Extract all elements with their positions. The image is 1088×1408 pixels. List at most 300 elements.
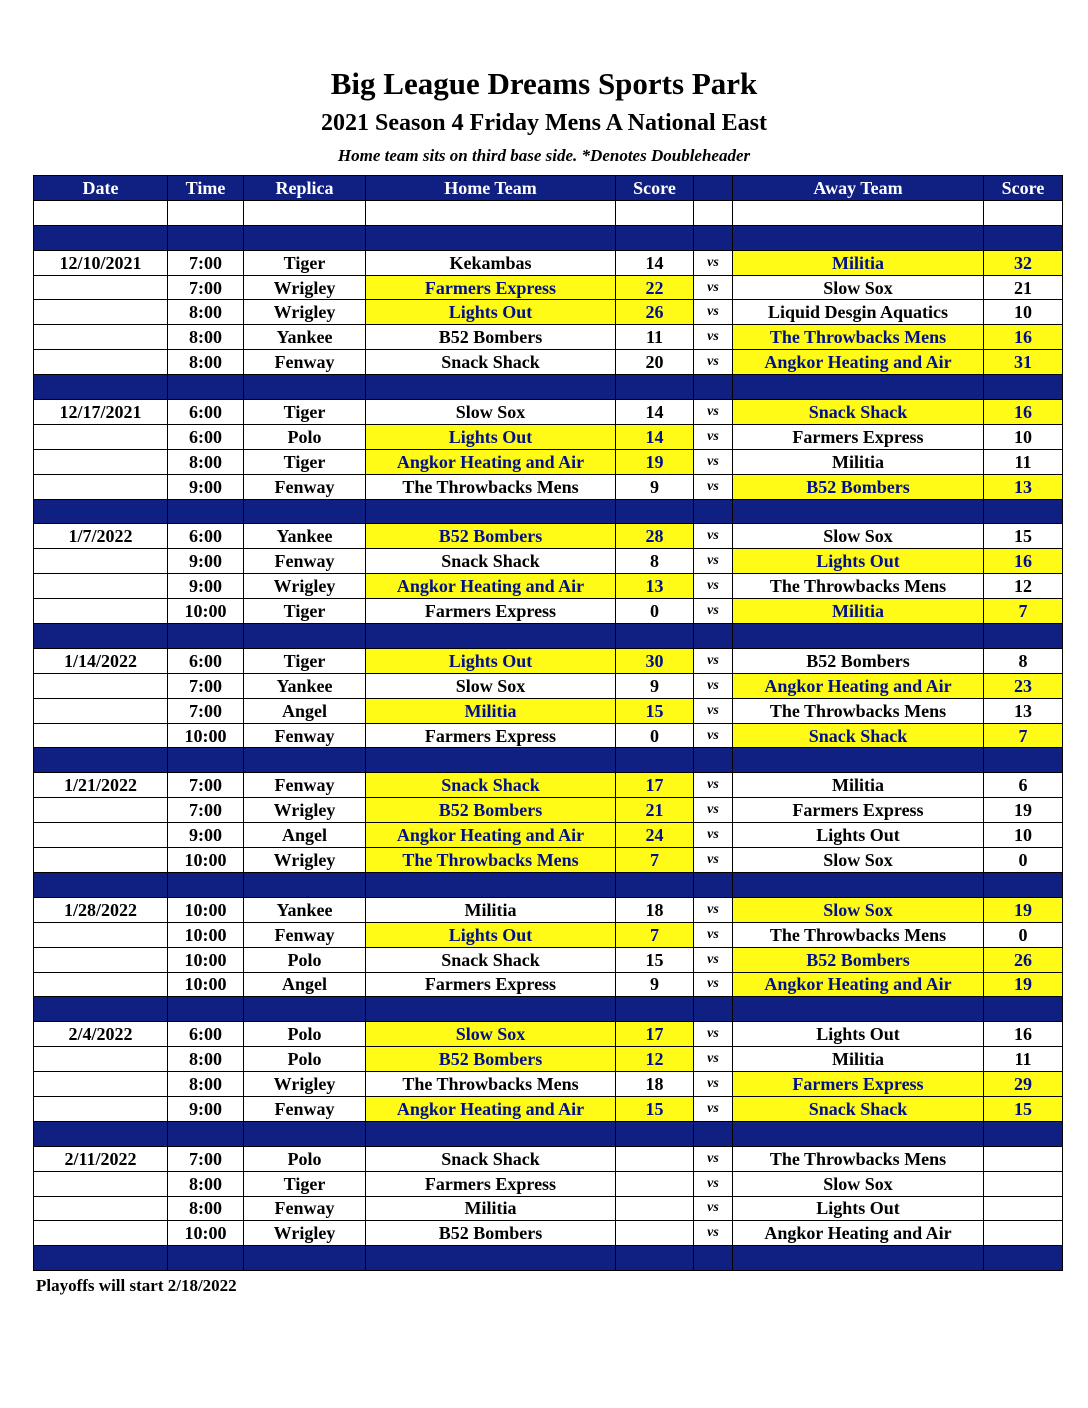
separator-row-cell <box>616 1246 694 1271</box>
time-cell: 10:00 <box>168 897 244 922</box>
away-team-cell: Slow Sox <box>733 1171 984 1196</box>
separator-row-cell <box>984 624 1063 649</box>
replica-cell: Angel <box>244 972 366 997</box>
home-score-cell: 18 <box>616 897 694 922</box>
separator-row-cell <box>694 375 733 400</box>
page-note: Home team sits on third base side. *Denotes Doubleheader <box>337 146 751 165</box>
separator-row-cell <box>733 748 984 773</box>
header-row <box>34 176 1063 201</box>
home-score-cell: 22 <box>616 275 694 300</box>
vs-cell: vs <box>694 1047 733 1072</box>
away-team-cell: The Throwbacks Mens <box>733 698 984 723</box>
vs-cell: vs <box>694 947 733 972</box>
separator-row-cell <box>366 997 616 1022</box>
replica-cell: Tiger <box>244 449 366 474</box>
home-score-cell: 26 <box>616 300 694 325</box>
date-cell: 2/4/2022 <box>34 1022 168 1047</box>
home-team-cell: B52 Bombers <box>366 798 616 823</box>
date-cell <box>34 798 168 823</box>
separator-row-cell <box>244 499 366 524</box>
replica-cell: Fenway <box>244 723 366 748</box>
date-cell <box>34 947 168 972</box>
time-cell: 10:00 <box>168 922 244 947</box>
date-cell <box>34 549 168 574</box>
replica-cell: Wrigley <box>244 574 366 599</box>
table-row <box>34 1047 1063 1072</box>
home-score-cell: 15 <box>616 698 694 723</box>
time-cell: 7:00 <box>168 1146 244 1171</box>
separator-row-cell <box>984 225 1063 250</box>
away-score-cell: 23 <box>984 673 1063 698</box>
away-team-cell: Farmers Express <box>733 1072 984 1097</box>
away-score-cell <box>984 1221 1063 1246</box>
blank-row-cell <box>366 200 616 225</box>
column-header-home-team: Home Team <box>366 176 616 201</box>
separator-row-cell <box>34 624 168 649</box>
home-score-cell: 14 <box>616 250 694 275</box>
separator-row-cell <box>984 1121 1063 1146</box>
time-cell: 8:00 <box>168 1072 244 1097</box>
home-team-cell: B52 Bombers <box>366 1047 616 1072</box>
home-team-cell: Angkor Heating and Air <box>366 1096 616 1121</box>
vs-cell: vs <box>694 1171 733 1196</box>
vs-cell: vs <box>694 424 733 449</box>
separator-row-cell <box>366 872 616 897</box>
time-cell: 7:00 <box>168 250 244 275</box>
away-score-cell <box>984 1196 1063 1221</box>
home-team-cell: Angkor Heating and Air <box>366 449 616 474</box>
vs-cell: vs <box>694 325 733 350</box>
replica-cell: Tiger <box>244 250 366 275</box>
date-cell <box>34 848 168 873</box>
separator-row-cell <box>694 225 733 250</box>
away-team-cell: Snack Shack <box>733 400 984 425</box>
home-team-cell: Slow Sox <box>366 673 616 698</box>
column-header-away-score: Score <box>984 176 1063 201</box>
date-cell <box>34 922 168 947</box>
separator-row-cell <box>616 997 694 1022</box>
table-row <box>34 599 1063 624</box>
replica-cell: Angel <box>244 698 366 723</box>
time-cell: 8:00 <box>168 350 244 375</box>
away-team-cell: Militia <box>733 599 984 624</box>
time-cell: 7:00 <box>168 798 244 823</box>
separator-row-cell <box>733 1121 984 1146</box>
table-row <box>34 848 1063 873</box>
column-header-date: Date <box>34 176 168 201</box>
home-score-cell: 28 <box>616 524 694 549</box>
time-cell: 10:00 <box>168 972 244 997</box>
table-row <box>34 897 1063 922</box>
time-cell: 8:00 <box>168 1171 244 1196</box>
table-row <box>34 1196 1063 1221</box>
table-row <box>34 798 1063 823</box>
separator-row-cell <box>694 997 733 1022</box>
table-row <box>34 773 1063 798</box>
vs-cell: vs <box>694 897 733 922</box>
replica-cell: Polo <box>244 1146 366 1171</box>
date-cell: 1/28/2022 <box>34 897 168 922</box>
away-score-cell: 26 <box>984 947 1063 972</box>
date-cell <box>34 574 168 599</box>
away-team-cell: Slow Sox <box>733 848 984 873</box>
away-team-cell: Lights Out <box>733 1196 984 1221</box>
home-team-cell: Snack Shack <box>366 773 616 798</box>
date-cell <box>34 449 168 474</box>
away-score-cell: 7 <box>984 599 1063 624</box>
separator-row-cell <box>168 872 244 897</box>
home-team-cell: The Throwbacks Mens <box>366 848 616 873</box>
time-cell: 6:00 <box>168 524 244 549</box>
separator-row <box>34 499 1063 524</box>
away-team-cell: Lights Out <box>733 549 984 574</box>
home-score-cell: 15 <box>616 1096 694 1121</box>
column-header-away-team: Away Team <box>733 176 984 201</box>
table-row <box>34 648 1063 673</box>
away-score-cell <box>984 1171 1063 1196</box>
away-team-cell: Angkor Heating and Air <box>733 350 984 375</box>
vs-cell: vs <box>694 1146 733 1171</box>
separator-row-cell <box>244 1121 366 1146</box>
replica-cell: Fenway <box>244 1096 366 1121</box>
home-team-cell: B52 Bombers <box>366 1221 616 1246</box>
time-cell: 7:00 <box>168 773 244 798</box>
date-cell <box>34 275 168 300</box>
home-team-cell: Snack Shack <box>366 1146 616 1171</box>
table-row <box>34 474 1063 499</box>
away-team-cell: B52 Bombers <box>733 947 984 972</box>
schedule-body <box>34 200 1063 1270</box>
vs-cell: vs <box>694 922 733 947</box>
replica-cell: Tiger <box>244 599 366 624</box>
replica-cell: Polo <box>244 947 366 972</box>
replica-cell: Tiger <box>244 400 366 425</box>
home-score-cell: 13 <box>616 574 694 599</box>
vs-cell: vs <box>694 350 733 375</box>
replica-cell: Fenway <box>244 350 366 375</box>
date-cell <box>34 1196 168 1221</box>
date-cell: 1/7/2022 <box>34 524 168 549</box>
separator-row-cell <box>244 872 366 897</box>
home-team-cell: Lights Out <box>366 922 616 947</box>
time-cell: 9:00 <box>168 823 244 848</box>
separator-row-cell <box>616 225 694 250</box>
home-team-cell: The Throwbacks Mens <box>366 1072 616 1097</box>
separator-row-cell <box>616 872 694 897</box>
home-score-cell: 11 <box>616 325 694 350</box>
away-score-cell: 0 <box>984 922 1063 947</box>
table-row <box>34 1221 1063 1246</box>
home-score-cell: 12 <box>616 1047 694 1072</box>
blank-row-cell <box>733 200 984 225</box>
vs-cell: vs <box>694 848 733 873</box>
away-score-cell: 19 <box>984 897 1063 922</box>
table-row <box>34 723 1063 748</box>
replica-cell: Yankee <box>244 524 366 549</box>
away-score-cell: 32 <box>984 250 1063 275</box>
separator-row-cell <box>244 375 366 400</box>
away-score-cell: 10 <box>984 424 1063 449</box>
home-score-cell <box>616 1196 694 1221</box>
away-team-cell: Farmers Express <box>733 424 984 449</box>
away-score-cell: 8 <box>984 648 1063 673</box>
time-cell: 8:00 <box>168 1196 244 1221</box>
away-team-cell: Lights Out <box>733 1022 984 1047</box>
home-score-cell: 24 <box>616 823 694 848</box>
time-cell: 10:00 <box>168 947 244 972</box>
table-row <box>34 1096 1063 1121</box>
date-cell <box>34 1096 168 1121</box>
date-cell <box>34 673 168 698</box>
separator-row-cell <box>366 748 616 773</box>
table-row <box>34 449 1063 474</box>
date-cell <box>34 325 168 350</box>
vs-cell: vs <box>694 972 733 997</box>
vs-cell: vs <box>694 300 733 325</box>
separator-row-cell <box>168 375 244 400</box>
separator-row-cell <box>616 499 694 524</box>
replica-cell: Fenway <box>244 922 366 947</box>
separator-row <box>34 375 1063 400</box>
table-row <box>34 698 1063 723</box>
table-row <box>34 972 1063 997</box>
away-score-cell: 31 <box>984 350 1063 375</box>
home-score-cell: 8 <box>616 549 694 574</box>
replica-cell: Fenway <box>244 549 366 574</box>
home-team-cell: Slow Sox <box>366 1022 616 1047</box>
home-score-cell: 15 <box>616 947 694 972</box>
separator-row-cell <box>616 624 694 649</box>
home-score-cell: 9 <box>616 474 694 499</box>
away-score-cell: 10 <box>984 823 1063 848</box>
separator-row-cell <box>34 872 168 897</box>
vs-cell: vs <box>694 673 733 698</box>
home-score-cell: 9 <box>616 673 694 698</box>
away-team-cell: B52 Bombers <box>733 648 984 673</box>
away-team-cell: Militia <box>733 1047 984 1072</box>
away-score-cell: 29 <box>984 1072 1063 1097</box>
separator-row-cell <box>244 225 366 250</box>
replica-cell: Fenway <box>244 1196 366 1221</box>
time-cell: 6:00 <box>168 1022 244 1047</box>
replica-cell: Polo <box>244 424 366 449</box>
away-team-cell: Militia <box>733 449 984 474</box>
vs-cell: vs <box>694 400 733 425</box>
separator-row-cell <box>694 499 733 524</box>
blank-row-cell <box>168 200 244 225</box>
time-cell: 9:00 <box>168 574 244 599</box>
separator-row-cell <box>366 1246 616 1271</box>
separator-row-cell <box>168 1246 244 1271</box>
away-team-cell: Liquid Desgin Aquatics <box>733 300 984 325</box>
separator-row-cell <box>694 1246 733 1271</box>
away-team-cell: The Throwbacks Mens <box>733 574 984 599</box>
away-score-cell: 21 <box>984 275 1063 300</box>
column-header-time: Time <box>168 176 244 201</box>
away-score-cell: 10 <box>984 300 1063 325</box>
vs-cell: vs <box>694 1196 733 1221</box>
home-team-cell: Lights Out <box>366 424 616 449</box>
home-team-cell: Militia <box>366 897 616 922</box>
date-cell <box>34 1171 168 1196</box>
separator-row-cell <box>168 997 244 1022</box>
separator-row-cell <box>984 997 1063 1022</box>
separator-row-cell <box>168 499 244 524</box>
replica-cell: Wrigley <box>244 275 366 300</box>
away-score-cell: 15 <box>984 524 1063 549</box>
blank-row-cell <box>34 200 168 225</box>
vs-cell: vs <box>694 823 733 848</box>
away-team-cell: Farmers Express <box>733 798 984 823</box>
separator-row-cell <box>694 1121 733 1146</box>
home-score-cell: 20 <box>616 350 694 375</box>
vs-cell: vs <box>694 599 733 624</box>
home-score-cell: 0 <box>616 599 694 624</box>
table-row <box>34 350 1063 375</box>
away-team-cell: Lights Out <box>733 823 984 848</box>
away-score-cell: 16 <box>984 325 1063 350</box>
home-team-cell: Slow Sox <box>366 400 616 425</box>
time-cell: 10:00 <box>168 1221 244 1246</box>
replica-cell: Yankee <box>244 673 366 698</box>
replica-cell: Angel <box>244 823 366 848</box>
separator-row-cell <box>984 748 1063 773</box>
home-team-cell: Militia <box>366 698 616 723</box>
away-score-cell: 19 <box>984 972 1063 997</box>
separator-row-cell <box>34 748 168 773</box>
footer-note: Playoffs will start 2/18/2022 <box>36 1276 237 1295</box>
away-team-cell: Slow Sox <box>733 897 984 922</box>
vs-cell: vs <box>694 574 733 599</box>
separator-row-cell <box>168 225 244 250</box>
home-team-cell: Militia <box>366 1196 616 1221</box>
separator-row-cell <box>733 375 984 400</box>
time-cell: 9:00 <box>168 474 244 499</box>
home-team-cell: Farmers Express <box>366 1171 616 1196</box>
time-cell: 10:00 <box>168 599 244 624</box>
vs-cell: vs <box>694 549 733 574</box>
table-row <box>34 574 1063 599</box>
vs-cell: vs <box>694 1022 733 1047</box>
time-cell: 8:00 <box>168 325 244 350</box>
separator-row <box>34 225 1063 250</box>
separator-row-cell <box>366 624 616 649</box>
home-team-cell: Snack Shack <box>366 350 616 375</box>
home-team-cell: Farmers Express <box>366 599 616 624</box>
table-row <box>34 524 1063 549</box>
separator-row-cell <box>366 1121 616 1146</box>
separator-row <box>34 1246 1063 1271</box>
vs-cell: vs <box>694 723 733 748</box>
blank-row-cell <box>244 200 366 225</box>
replica-cell: Wrigley <box>244 1072 366 1097</box>
separator-row-cell <box>366 499 616 524</box>
replica-cell: Fenway <box>244 474 366 499</box>
home-team-cell: B52 Bombers <box>366 325 616 350</box>
separator-row-cell <box>616 1121 694 1146</box>
separator-row-cell <box>733 872 984 897</box>
home-team-cell: B52 Bombers <box>366 524 616 549</box>
table-row <box>34 424 1063 449</box>
date-cell: 12/17/2021 <box>34 400 168 425</box>
column-header-vs <box>694 176 733 201</box>
separator-row <box>34 997 1063 1022</box>
column-header-replica: Replica <box>244 176 366 201</box>
away-score-cell: 16 <box>984 549 1063 574</box>
separator-row-cell <box>34 225 168 250</box>
date-cell <box>34 424 168 449</box>
away-team-cell: The Throwbacks Mens <box>733 1146 984 1171</box>
time-cell: 7:00 <box>168 673 244 698</box>
separator-row <box>34 624 1063 649</box>
separator-row-cell <box>733 225 984 250</box>
blank-row-cell <box>694 200 733 225</box>
home-score-cell: 19 <box>616 449 694 474</box>
vs-cell: vs <box>694 698 733 723</box>
away-score-cell: 12 <box>984 574 1063 599</box>
separator-row-cell <box>168 624 244 649</box>
replica-cell: Wrigley <box>244 848 366 873</box>
home-score-cell: 30 <box>616 648 694 673</box>
home-score-cell <box>616 1171 694 1196</box>
away-team-cell: Slow Sox <box>733 275 984 300</box>
table-row <box>34 823 1063 848</box>
column-header-home-score: Score <box>616 176 694 201</box>
date-cell: 12/10/2021 <box>34 250 168 275</box>
replica-cell: Yankee <box>244 325 366 350</box>
separator-row-cell <box>366 375 616 400</box>
replica-cell: Yankee <box>244 897 366 922</box>
schedule-table <box>33 175 1063 1271</box>
home-team-cell: Angkor Heating and Air <box>366 574 616 599</box>
replica-cell: Polo <box>244 1022 366 1047</box>
separator-row-cell <box>34 997 168 1022</box>
table-row <box>34 275 1063 300</box>
away-score-cell: 15 <box>984 1096 1063 1121</box>
separator-row-cell <box>733 499 984 524</box>
home-score-cell <box>616 1146 694 1171</box>
separator-row-cell <box>733 997 984 1022</box>
home-team-cell: Angkor Heating and Air <box>366 823 616 848</box>
vs-cell: vs <box>694 524 733 549</box>
date-cell: 2/11/2022 <box>34 1146 168 1171</box>
date-cell <box>34 474 168 499</box>
separator-row <box>34 1121 1063 1146</box>
replica-cell: Tiger <box>244 648 366 673</box>
away-score-cell: 13 <box>984 474 1063 499</box>
separator-row-cell <box>984 1246 1063 1271</box>
away-score-cell: 7 <box>984 723 1063 748</box>
away-team-cell: The Throwbacks Mens <box>733 922 984 947</box>
table-row <box>34 400 1063 425</box>
away-team-cell: B52 Bombers <box>733 474 984 499</box>
date-cell <box>34 972 168 997</box>
away-team-cell: Angkor Heating and Air <box>733 673 984 698</box>
separator-row-cell <box>34 499 168 524</box>
separator-row-cell <box>984 872 1063 897</box>
home-score-cell: 18 <box>616 1072 694 1097</box>
date-cell <box>34 1221 168 1246</box>
home-score-cell: 21 <box>616 798 694 823</box>
time-cell: 8:00 <box>168 1047 244 1072</box>
separator-row-cell <box>984 499 1063 524</box>
home-team-cell: Farmers Express <box>366 972 616 997</box>
date-cell <box>34 300 168 325</box>
time-cell: 6:00 <box>168 648 244 673</box>
away-score-cell: 13 <box>984 698 1063 723</box>
separator-row-cell <box>984 375 1063 400</box>
separator-row-cell <box>694 872 733 897</box>
